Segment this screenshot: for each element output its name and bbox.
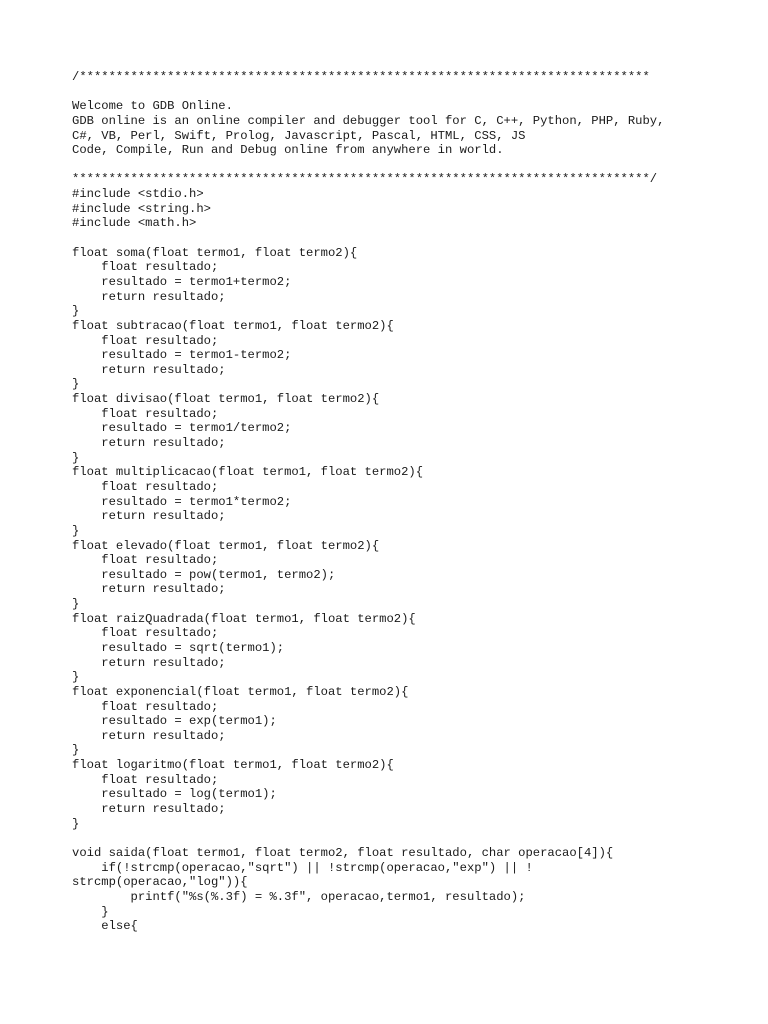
code-line: float resultado; xyxy=(72,479,219,494)
code-line: float multiplicacao(float termo1, float termo2){ xyxy=(72,465,424,480)
code-line: GDB online is an online compiler and debugger tool for C, C++, Python, PHP, Ruby, xyxy=(72,113,665,128)
code-line: float resultado; xyxy=(72,553,219,568)
code-line: #include <stdio.h> xyxy=(72,187,204,202)
code-line: printf("%s(%.3f) = %.3f", operacao,termo1, resultado); xyxy=(72,889,526,904)
code-line xyxy=(72,158,752,173)
code-line: void saida(float termo1, float termo2, float resultado, char operacao[4]){ xyxy=(72,845,614,860)
code-line: #include <string.h> xyxy=(72,201,211,216)
code-line: } xyxy=(72,304,80,319)
code-line: Code, Compile, Run and Debug online from anywhere in world. xyxy=(72,143,504,158)
code-line: return resultado; xyxy=(72,728,226,743)
code-line: float logaritmo(float termo1, float termo2){ xyxy=(72,758,394,773)
code-line: C#, VB, Perl, Swift, Prolog, Javascript, Pascal, HTML, CSS, JS xyxy=(72,128,526,143)
code-line: resultado = termo1*termo2; xyxy=(72,494,292,509)
code-line: resultado = termo1+termo2; xyxy=(72,274,292,289)
code-line: resultado = pow(termo1, termo2); xyxy=(72,567,336,582)
code-line: } xyxy=(72,523,80,538)
code-listing xyxy=(72,70,752,934)
code-line: float resultado; xyxy=(72,699,219,714)
code-line: } xyxy=(72,377,80,392)
code-line xyxy=(72,85,752,100)
code-line: /****************************************************************************** xyxy=(72,70,650,84)
code-line xyxy=(72,231,752,246)
code-line: return resultado; xyxy=(72,509,226,524)
code-line: resultado = termo1-termo2; xyxy=(72,348,292,363)
code-line: } xyxy=(72,816,80,831)
code-line: float soma(float termo1, float termo2){ xyxy=(72,245,358,260)
code-line: float elevado(float termo1, float termo2){ xyxy=(72,538,380,553)
code-line: strcmp(operacao,"log")){ xyxy=(72,875,248,890)
code-line: float subtracao(float termo1, float termo2){ xyxy=(72,318,394,333)
code-line xyxy=(72,831,752,846)
code-line: float divisao(float termo1, float termo2){ xyxy=(72,392,380,407)
code-line: Welcome to GDB Online. xyxy=(72,99,233,114)
code-line: float resultado; xyxy=(72,772,219,787)
code-line: return resultado; xyxy=(72,582,226,597)
code-line: } xyxy=(72,450,80,465)
code-line: return resultado; xyxy=(72,362,226,377)
code-line: return resultado; xyxy=(72,289,226,304)
code-line: } xyxy=(72,670,80,685)
code-line: } xyxy=(72,597,80,612)
code-line: return resultado; xyxy=(72,802,226,817)
code-line: float resultado; xyxy=(72,333,219,348)
code-line: #include <math.h> xyxy=(72,216,197,231)
code-line: else{ xyxy=(72,919,138,934)
code-line: float resultado; xyxy=(72,260,219,275)
code-line: resultado = termo1/termo2; xyxy=(72,421,292,436)
code-line: return resultado; xyxy=(72,655,226,670)
code-line: if(!strcmp(operacao,"sqrt") || !strcmp(operacao,"exp") || ! xyxy=(72,860,533,875)
code-line: } xyxy=(72,743,80,758)
code-line: float exponencial(float termo1, float termo2){ xyxy=(72,684,409,699)
code-line: resultado = exp(termo1); xyxy=(72,714,277,729)
code-line: *******************************************************************************/ xyxy=(72,172,658,187)
code-line: float resultado; xyxy=(72,406,219,421)
code-line: return resultado; xyxy=(72,436,226,451)
code-line: resultado = log(termo1); xyxy=(72,787,277,802)
code-line: float raizQuadrada(float termo1, float termo2){ xyxy=(72,611,416,626)
code-line: resultado = sqrt(termo1); xyxy=(72,640,285,655)
code-line: } xyxy=(72,904,109,919)
code-line: float resultado; xyxy=(72,626,219,641)
